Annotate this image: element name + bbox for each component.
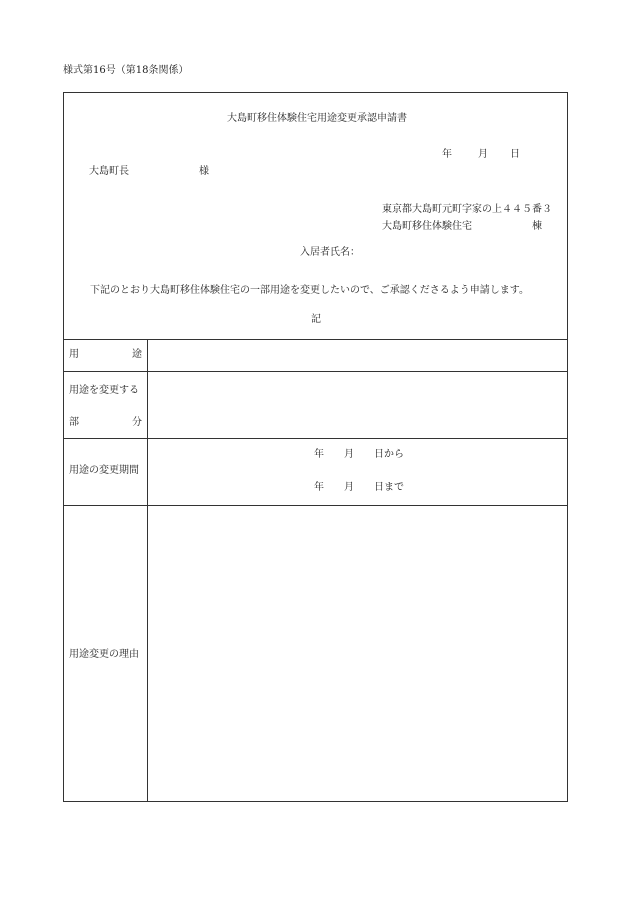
request-text: 下記のとおり大島町移住体験住宅の一部用途を変更したいので、ご承認くださるよう申請します。 <box>90 285 529 296</box>
date-month-label: 月 <box>478 149 488 160</box>
addressee-name: 大島町長 <box>89 166 129 177</box>
period-to-suffix: 日まで <box>374 482 404 493</box>
form-title: 大島町移住体験住宅用途変更承認申請書 <box>227 113 407 124</box>
usage-label: 用 途 <box>69 349 142 360</box>
changed-part-label-line1: 用途を変更する <box>69 385 139 396</box>
changed-part-field[interactable] <box>150 374 565 436</box>
address-line2: 大島町移住体験住宅 <box>382 221 472 232</box>
application-form <box>63 92 568 802</box>
period-from-year: 年 <box>314 449 324 460</box>
period-label: 用途の変更期間 <box>69 465 139 476</box>
row-divider <box>64 505 567 506</box>
table-top-border <box>64 339 567 340</box>
date-year-label: 年 <box>442 149 452 160</box>
changed-part-label-line2: 部 分 <box>69 417 142 428</box>
reason-field[interactable] <box>150 508 565 799</box>
date-line <box>442 150 520 160</box>
period-to <box>314 483 404 493</box>
column-divider <box>147 339 148 801</box>
period-to-year: 年 <box>314 482 324 493</box>
period-from-month: 月 <box>344 449 354 460</box>
usage-field[interactable] <box>150 342 565 369</box>
row-divider <box>64 371 567 372</box>
addressee-honorific: 様 <box>199 166 209 177</box>
period-to-month: 月 <box>344 482 354 493</box>
row-divider <box>64 438 567 439</box>
resident-name-label: 入居者氏名： <box>300 247 360 258</box>
reason-label: 用途変更の理由 <box>69 649 139 660</box>
date-day-label: 日 <box>510 149 520 160</box>
period-from-suffix: 日から <box>374 449 404 460</box>
address-building-unit: 棟 <box>532 221 542 232</box>
form-number: 様式第16号（第18条関係） <box>63 65 189 76</box>
ki-heading: 記 <box>311 314 321 325</box>
address-line1: 東京都大島町元町字家の上４４５番３ <box>382 204 552 215</box>
period-from <box>314 450 404 460</box>
